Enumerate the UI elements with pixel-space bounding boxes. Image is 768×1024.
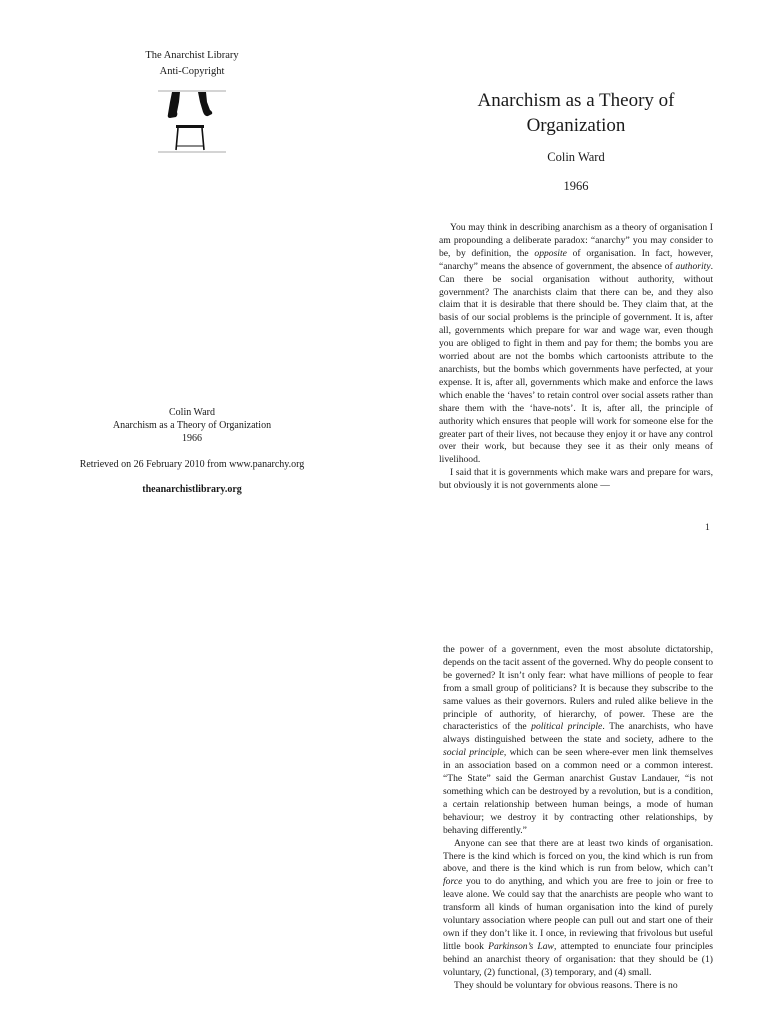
article-body	[439, 222, 713, 493]
paragraph: the power of a government, even the most absolute dictatorship, depends on the tacit assent of the governed. Why do people consent to be governed? It isn’t only fear: what have millions of people to fear from a small group of politicians? It is because they subscribe to the same values as their governors. Rulers and ruled alike believe in the principle of authority, of hierarchy, of power. These are the characteristics of the political principle. The anarchists, who have always distinguished between the state and society, adhere to the social principle, which can be seen where-ever men link themselves in an association based on a common need or a common interest. “The State” said the German anarchist Gustav Landauer, “is not something which can be destroyed by a revolution, but is a condition, a certain relationship between human beings, a mode of human behaviour; we destroy it by contracting other relationships, by behaving differently.”	[443, 644, 714, 836]
paragraph: They should be voluntary for obvious reasons. There is no	[454, 979, 678, 991]
paragraph: Anyone can see that there are at least two kinds of organisation. There is the kind which is forced on you, the kind which is run from above, and there is the kind which is run from below, which can’t force you to do anything, and which you are free to join or free to leave alone. We could say that the anarchists are people who want to transform all kinds of human organisation into the kind of purely voluntary association where people can pull out and start one of their own if they don’t like it. I once, in reviewing that frivolous but useful little book Parkinson’s Law, attempted to enunciate four principles behind an anarchist theory of organisation: that they should be (1) voluntary, (2) functional, (3) temporary, and (4) small.	[443, 837, 714, 978]
article-title-line2: Organization	[526, 115, 626, 136]
colophon-retrieved: Retrieved on 26 February 2010 from www.panarchy.org	[79, 459, 305, 470]
colophon-year: 1966	[182, 433, 202, 444]
colophon-title: Anarchism as a Theory of Organization	[112, 420, 272, 431]
library-logo-icon	[158, 88, 226, 154]
article-second-page	[384, 512, 768, 1024]
library-name: The Anarchist Library	[145, 50, 239, 61]
page-number: 1	[705, 523, 710, 533]
blank-page	[0, 512, 384, 1024]
colophon-author: Colin Ward	[169, 407, 215, 418]
article-title	[384, 88, 768, 138]
article-author: Colin Ward	[547, 150, 605, 164]
article-body-continued	[443, 644, 713, 992]
paragraph: You may think in describing anarchism as a theory of organisation I am propounding a deliberate paradox: “anarchy” you may consider to be, by definition, the opposite of organisation. In fact, however, “anarchy” means the absence of government, the absence of authority. Can there be social organisation without authority, without government? The anarchists claim that there can be, and they also claim that it is desirable that there should be. They claim that, at the basis of our social problems is the principle of government. It is, after all, governments which prepare for war and wage war, even though you are obliged to fight in them and pay for them; the bombs you are worried about are not the bombs which cartoonists attribute to the anarchists, but the bombs which governments have perfected, at your expense. It is, after all, governments which make and enforce the laws which enable the ‘haves’ to retain control over social assets rather than share them with the ‘have-nots’. It is, after all, the principle of authority which ensures that people will work for someone else for the greater part of their lives, not because they enjoy it or have any control over their work, but because they see it as their only means of livelihood.	[439, 222, 714, 466]
colophon-site: theanarchistlibrary.org	[142, 484, 242, 495]
article-year: 1966	[563, 179, 589, 193]
paragraph: I said that it is governments which make wars and prepare for wars, but obviously it is not governments alone —	[439, 467, 713, 492]
library-title-page	[0, 0, 384, 512]
license-notice: Anti-Copyright	[159, 66, 225, 77]
article-title-line1: Anarchism as a Theory of	[477, 90, 675, 111]
article-first-page	[384, 0, 768, 533]
